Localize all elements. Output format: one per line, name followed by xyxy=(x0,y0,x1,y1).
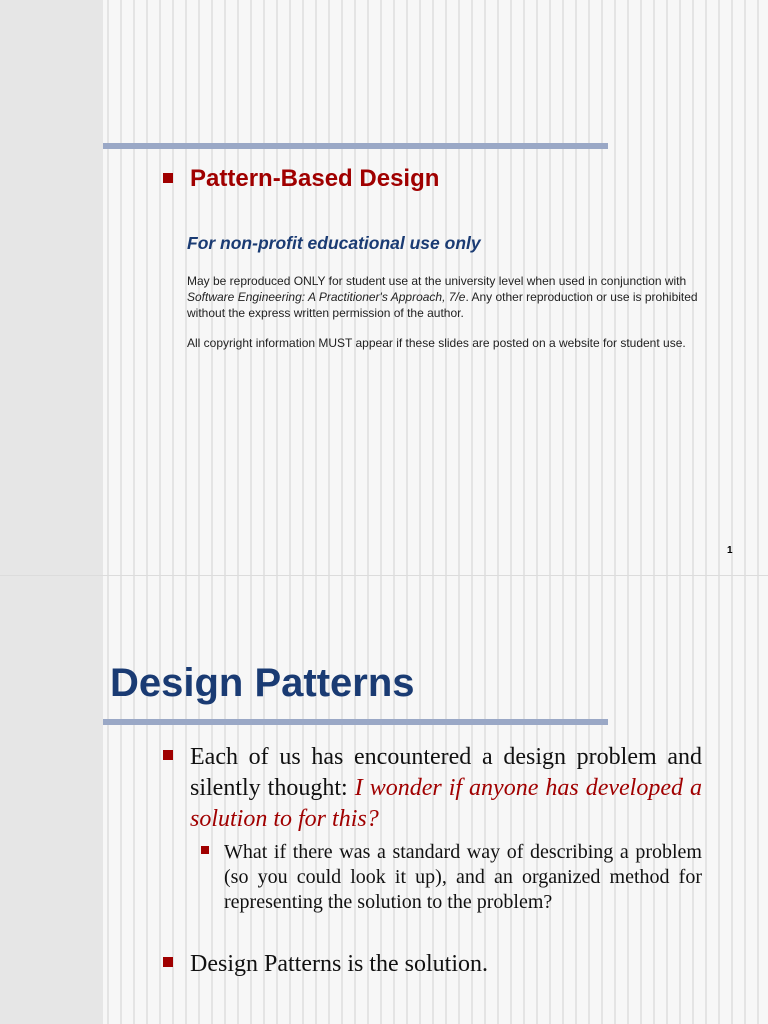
bullet-emphasis: I wonder if anyone has developed a solution to for this? xyxy=(190,775,702,832)
copyright-notice: All copyright information MUST appear if these slides are posted on a website for student use. xyxy=(187,336,686,350)
bullet-text: Each of us has encountered a design problem and silently thought: xyxy=(190,744,702,801)
slide-title: Pattern-Based Design xyxy=(190,165,440,192)
book-title: Software Engineering: A Practitioner's Approach, 7/e xyxy=(187,290,466,304)
sub-bullet-standard-way: What if there was a standard way of describing a problem (so you could look it up), and an organized method for representing the solution to the problem? xyxy=(224,841,702,913)
reproduction-text-b: . Any other reproduction or use is prohibited without the express written permission of the author. xyxy=(187,290,698,320)
heading-rule xyxy=(103,719,608,725)
reproduction-text-a: May be reproduced ONLY for student use at the university level when used in conjunction with xyxy=(187,274,687,288)
slide-heading: Design Patterns xyxy=(110,661,415,705)
square-bullet-icon xyxy=(163,750,173,760)
slide-left-band xyxy=(0,0,103,575)
bullet-solution: Design Patterns is the solution. xyxy=(190,951,488,977)
reproduction-notice xyxy=(187,273,712,321)
slide-2 xyxy=(0,576,768,1024)
square-bullet-icon xyxy=(163,173,173,183)
square-bullet-icon xyxy=(163,957,173,967)
bullet-design-problem xyxy=(190,742,702,835)
title-rule xyxy=(103,143,608,149)
page-number: 1 xyxy=(727,545,733,556)
usage-notice: For non-profit educational use only xyxy=(187,233,481,253)
slide-left-band xyxy=(0,576,103,1024)
square-bullet-icon xyxy=(201,846,209,854)
